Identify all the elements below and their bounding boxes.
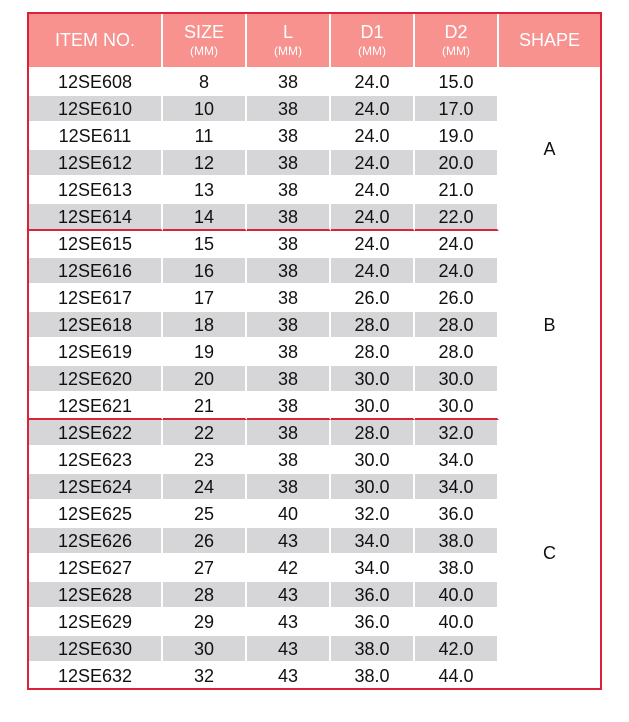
- item-no-cell: 12SE623: [29, 447, 163, 474]
- d1-cell: 36.0: [331, 609, 415, 636]
- item-no-cell: 12SE621: [29, 393, 163, 420]
- size-cell: 20: [163, 366, 247, 393]
- d1-cell: 30.0: [331, 447, 415, 474]
- table-body: [29, 69, 600, 688]
- size-cell: 27: [163, 555, 247, 582]
- item-no-cell: 12SE627: [29, 555, 163, 582]
- d2-cell: 40.0: [415, 582, 499, 609]
- item-no-cell: 12SE611: [29, 123, 163, 150]
- shape-cell: A: [499, 69, 600, 231]
- d1-cell: 24.0: [331, 258, 415, 285]
- l-cell: 38: [247, 285, 331, 312]
- size-cell: 28: [163, 582, 247, 609]
- l-cell: 43: [247, 663, 331, 688]
- d1-cell: 38.0: [331, 636, 415, 663]
- l-cell: 38: [247, 177, 331, 204]
- item-no-cell: 12SE629: [29, 609, 163, 636]
- header-label: SIZE: [183, 22, 224, 42]
- shape-cell: B: [499, 231, 600, 420]
- size-cell: 17: [163, 285, 247, 312]
- size-cell: 16: [163, 258, 247, 285]
- l-cell: 38: [247, 258, 331, 285]
- d2-cell: 34.0: [415, 474, 499, 501]
- l-cell: 38: [247, 204, 331, 231]
- item-no-cell: 12SE619: [29, 339, 163, 366]
- d2-cell: 28.0: [415, 312, 499, 339]
- l-cell: 38: [247, 150, 331, 177]
- header-d2: [415, 14, 499, 69]
- size-cell: 24: [163, 474, 247, 501]
- item-no-cell: 12SE616: [29, 258, 163, 285]
- header-label: D2: [444, 22, 468, 42]
- table-row: [29, 420, 600, 447]
- item-no-cell: 12SE610: [29, 96, 163, 123]
- d2-cell: 30.0: [415, 393, 499, 420]
- l-cell: 38: [247, 312, 331, 339]
- size-cell: 19: [163, 339, 247, 366]
- d2-cell: 38.0: [415, 528, 499, 555]
- size-cell: 22: [163, 420, 247, 447]
- size-cell: 21: [163, 393, 247, 420]
- d2-cell: 24.0: [415, 258, 499, 285]
- d1-cell: 28.0: [331, 312, 415, 339]
- item-no-cell: 12SE622: [29, 420, 163, 447]
- d2-cell: 28.0: [415, 339, 499, 366]
- d1-cell: 24.0: [331, 231, 415, 258]
- size-cell: 26: [163, 528, 247, 555]
- header-label: D1: [360, 22, 384, 42]
- header-size: [163, 14, 247, 69]
- item-no-cell: 12SE632: [29, 663, 163, 688]
- l-cell: 38: [247, 474, 331, 501]
- d1-cell: 30.0: [331, 393, 415, 420]
- item-no-cell: 12SE630: [29, 636, 163, 663]
- l-cell: 43: [247, 609, 331, 636]
- d2-cell: 40.0: [415, 609, 499, 636]
- item-no-cell: 12SE624: [29, 474, 163, 501]
- header-unit: (MM): [190, 43, 218, 58]
- d1-cell: 30.0: [331, 366, 415, 393]
- size-cell: 8: [163, 69, 247, 96]
- d2-cell: 44.0: [415, 663, 499, 688]
- d2-cell: 32.0: [415, 420, 499, 447]
- size-cell: 29: [163, 609, 247, 636]
- item-no-cell: 12SE618: [29, 312, 163, 339]
- l-cell: 43: [247, 528, 331, 555]
- l-cell: 38: [247, 393, 331, 420]
- item-no-cell: 12SE612: [29, 150, 163, 177]
- l-cell: 38: [247, 69, 331, 96]
- size-cell: 18: [163, 312, 247, 339]
- d1-cell: 24.0: [331, 204, 415, 231]
- d1-cell: 32.0: [331, 501, 415, 528]
- item-no-cell: 12SE614: [29, 204, 163, 231]
- item-no-cell: 12SE608: [29, 69, 163, 96]
- d2-cell: 36.0: [415, 501, 499, 528]
- d2-cell: 15.0: [415, 69, 499, 96]
- size-cell: 23: [163, 447, 247, 474]
- d1-cell: 26.0: [331, 285, 415, 312]
- item-no-cell: 12SE613: [29, 177, 163, 204]
- item-no-cell: 12SE620: [29, 366, 163, 393]
- size-cell: 10: [163, 96, 247, 123]
- d2-cell: 17.0: [415, 96, 499, 123]
- item-no-cell: 12SE625: [29, 501, 163, 528]
- size-cell: 30: [163, 636, 247, 663]
- table-row: [29, 69, 600, 96]
- l-cell: 38: [247, 231, 331, 258]
- size-cell: 32: [163, 663, 247, 688]
- d1-cell: 24.0: [331, 69, 415, 96]
- d1-cell: 34.0: [331, 528, 415, 555]
- d1-cell: 28.0: [331, 339, 415, 366]
- l-cell: 38: [247, 366, 331, 393]
- size-cell: 13: [163, 177, 247, 204]
- header-unit: (MM): [442, 43, 470, 58]
- header-item-no: [29, 14, 163, 69]
- size-cell: 12: [163, 150, 247, 177]
- d2-cell: 26.0: [415, 285, 499, 312]
- l-cell: 43: [247, 582, 331, 609]
- d1-cell: 24.0: [331, 96, 415, 123]
- header-label: SHAPE: [518, 29, 581, 50]
- l-cell: 38: [247, 339, 331, 366]
- d1-cell: 38.0: [331, 663, 415, 688]
- l-cell: 42: [247, 555, 331, 582]
- size-cell: 15: [163, 231, 247, 258]
- header-label: L: [282, 22, 293, 42]
- item-no-cell: 12SE617: [29, 285, 163, 312]
- d2-cell: 22.0: [415, 204, 499, 231]
- header-d1: [331, 14, 415, 69]
- d1-cell: 34.0: [331, 555, 415, 582]
- size-cell: 25: [163, 501, 247, 528]
- item-no-cell: 12SE628: [29, 582, 163, 609]
- d1-cell: 24.0: [331, 177, 415, 204]
- d2-cell: 42.0: [415, 636, 499, 663]
- header-unit: (MM): [274, 43, 302, 58]
- size-cell: 14: [163, 204, 247, 231]
- d1-cell: 24.0: [331, 123, 415, 150]
- d2-cell: 38.0: [415, 555, 499, 582]
- d2-cell: 24.0: [415, 231, 499, 258]
- header-l: [247, 14, 331, 69]
- spec-table: [27, 12, 602, 690]
- l-cell: 40: [247, 501, 331, 528]
- d1-cell: 30.0: [331, 474, 415, 501]
- l-cell: 38: [247, 420, 331, 447]
- l-cell: 38: [247, 96, 331, 123]
- d2-cell: 20.0: [415, 150, 499, 177]
- l-cell: 43: [247, 636, 331, 663]
- d1-cell: 36.0: [331, 582, 415, 609]
- d2-cell: 34.0: [415, 447, 499, 474]
- shape-cell: C: [499, 420, 600, 688]
- header-shape: [499, 14, 600, 69]
- header-unit: (MM): [358, 43, 386, 58]
- l-cell: 38: [247, 447, 331, 474]
- d2-cell: 19.0: [415, 123, 499, 150]
- d1-cell: 24.0: [331, 150, 415, 177]
- header-label: ITEM NO.: [55, 29, 135, 50]
- d2-cell: 21.0: [415, 177, 499, 204]
- header-row: [29, 14, 600, 69]
- l-cell: 38: [247, 123, 331, 150]
- d2-cell: 30.0: [415, 366, 499, 393]
- d1-cell: 28.0: [331, 420, 415, 447]
- item-no-cell: 12SE615: [29, 231, 163, 258]
- size-cell: 11: [163, 123, 247, 150]
- item-no-cell: 12SE626: [29, 528, 163, 555]
- table-row: [29, 231, 600, 258]
